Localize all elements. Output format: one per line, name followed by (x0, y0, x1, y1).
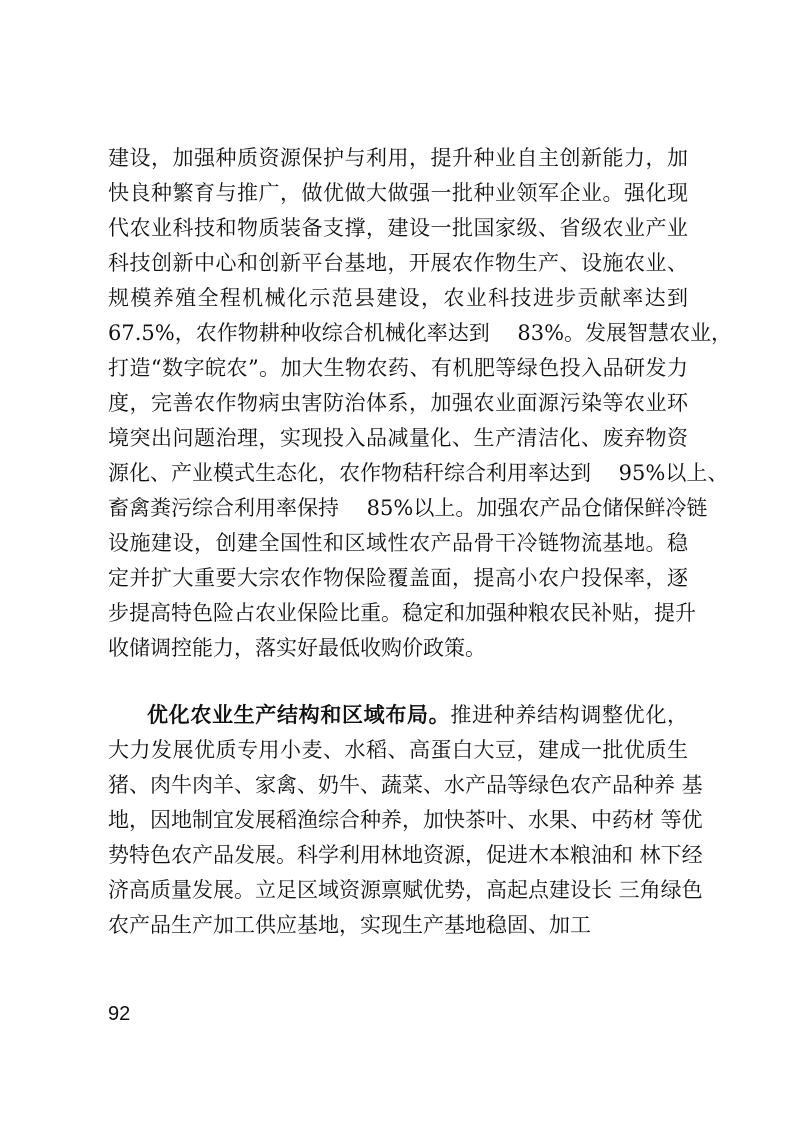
text-line: 地，因地制宜发展稻渔综合种养，加快茶叶、水果、中药材 等优 (108, 808, 703, 832)
heading-continuation: 推进种养结构调整优化， (450, 703, 689, 727)
text-line: 大力发展优质专用小麦、水稻、高蛋白大豆，建成一批优质生 (108, 738, 688, 762)
text-line: 打造“数字皖农”。加大生物农药、有机肥等绿色投入品研发力 (108, 356, 688, 380)
text-line: 农产品生产加工供应基地，实现生产基地稳固、加工 (108, 913, 591, 937)
text-line (147, 703, 688, 727)
text-line: 势特色农产品发展。科学利用林地资源，促进木本粮油和 林下经 (108, 843, 703, 867)
text-line: 畜禽粪污综合利用率保持 85%以上。加强农产品仓储保鲜冷链 (108, 496, 708, 520)
text-line: 步提高特色险占农业保险比重。稳定和加强种粮农民补贴，提升 (108, 601, 696, 625)
text-line: 源化、产业模式生态化，农作物秸秆综合利用率达到 95%以上、 (108, 461, 729, 485)
text-line: 科技创新中心和创新平台基地，开展农作物生产、设施农业、 (108, 251, 688, 275)
text-line: 快良种繁育与推广，做优做大做强一批种业领军企业。强化现 (108, 181, 688, 205)
text-line: 定并扩大重要大宗农作物保险覆盖面，提高小农户投保率，逐 (108, 566, 688, 590)
text-line: 代农业科技和物质装备支撑，建设一批国家级、省级农业产业 (108, 216, 688, 240)
section-heading: 优化农业生产结构和区域布局。 (147, 702, 451, 727)
text-line: 建设，加强种质资源保护与利用，提升种业自主创新能力，加 (108, 146, 688, 170)
text-line: 67.5%，农作物耕种收综合机械化率达到 83%。发展智慧农业， (108, 321, 733, 345)
text-line: 收储调控能力，落实好最低收购价政策。 (108, 636, 486, 660)
text-line: 设施建设，创建全国性和区域性农产品骨干冷链物流基地。稳 (108, 531, 688, 555)
text-line: 济高质量发展。立足区域资源禀赋优势，高起点建设长 三角绿色 (108, 878, 703, 902)
text-line: 境突出问题治理，实现投入品减量化、生产清洁化、废弃物资 (108, 426, 688, 450)
text-line: 度，完善农作物病虫害防治体系，加强农业面源污染等农业环 (108, 391, 688, 415)
text-line: 规模养殖全程机械化示范县建设，农业科技进步贡献率达到 (108, 286, 688, 310)
page-number: 92 (108, 1003, 131, 1025)
text-line: 猪、肉牛肉羊、家禽、奶牛、蔬菜、水产品等绿色农产品种养 基 (108, 773, 703, 797)
